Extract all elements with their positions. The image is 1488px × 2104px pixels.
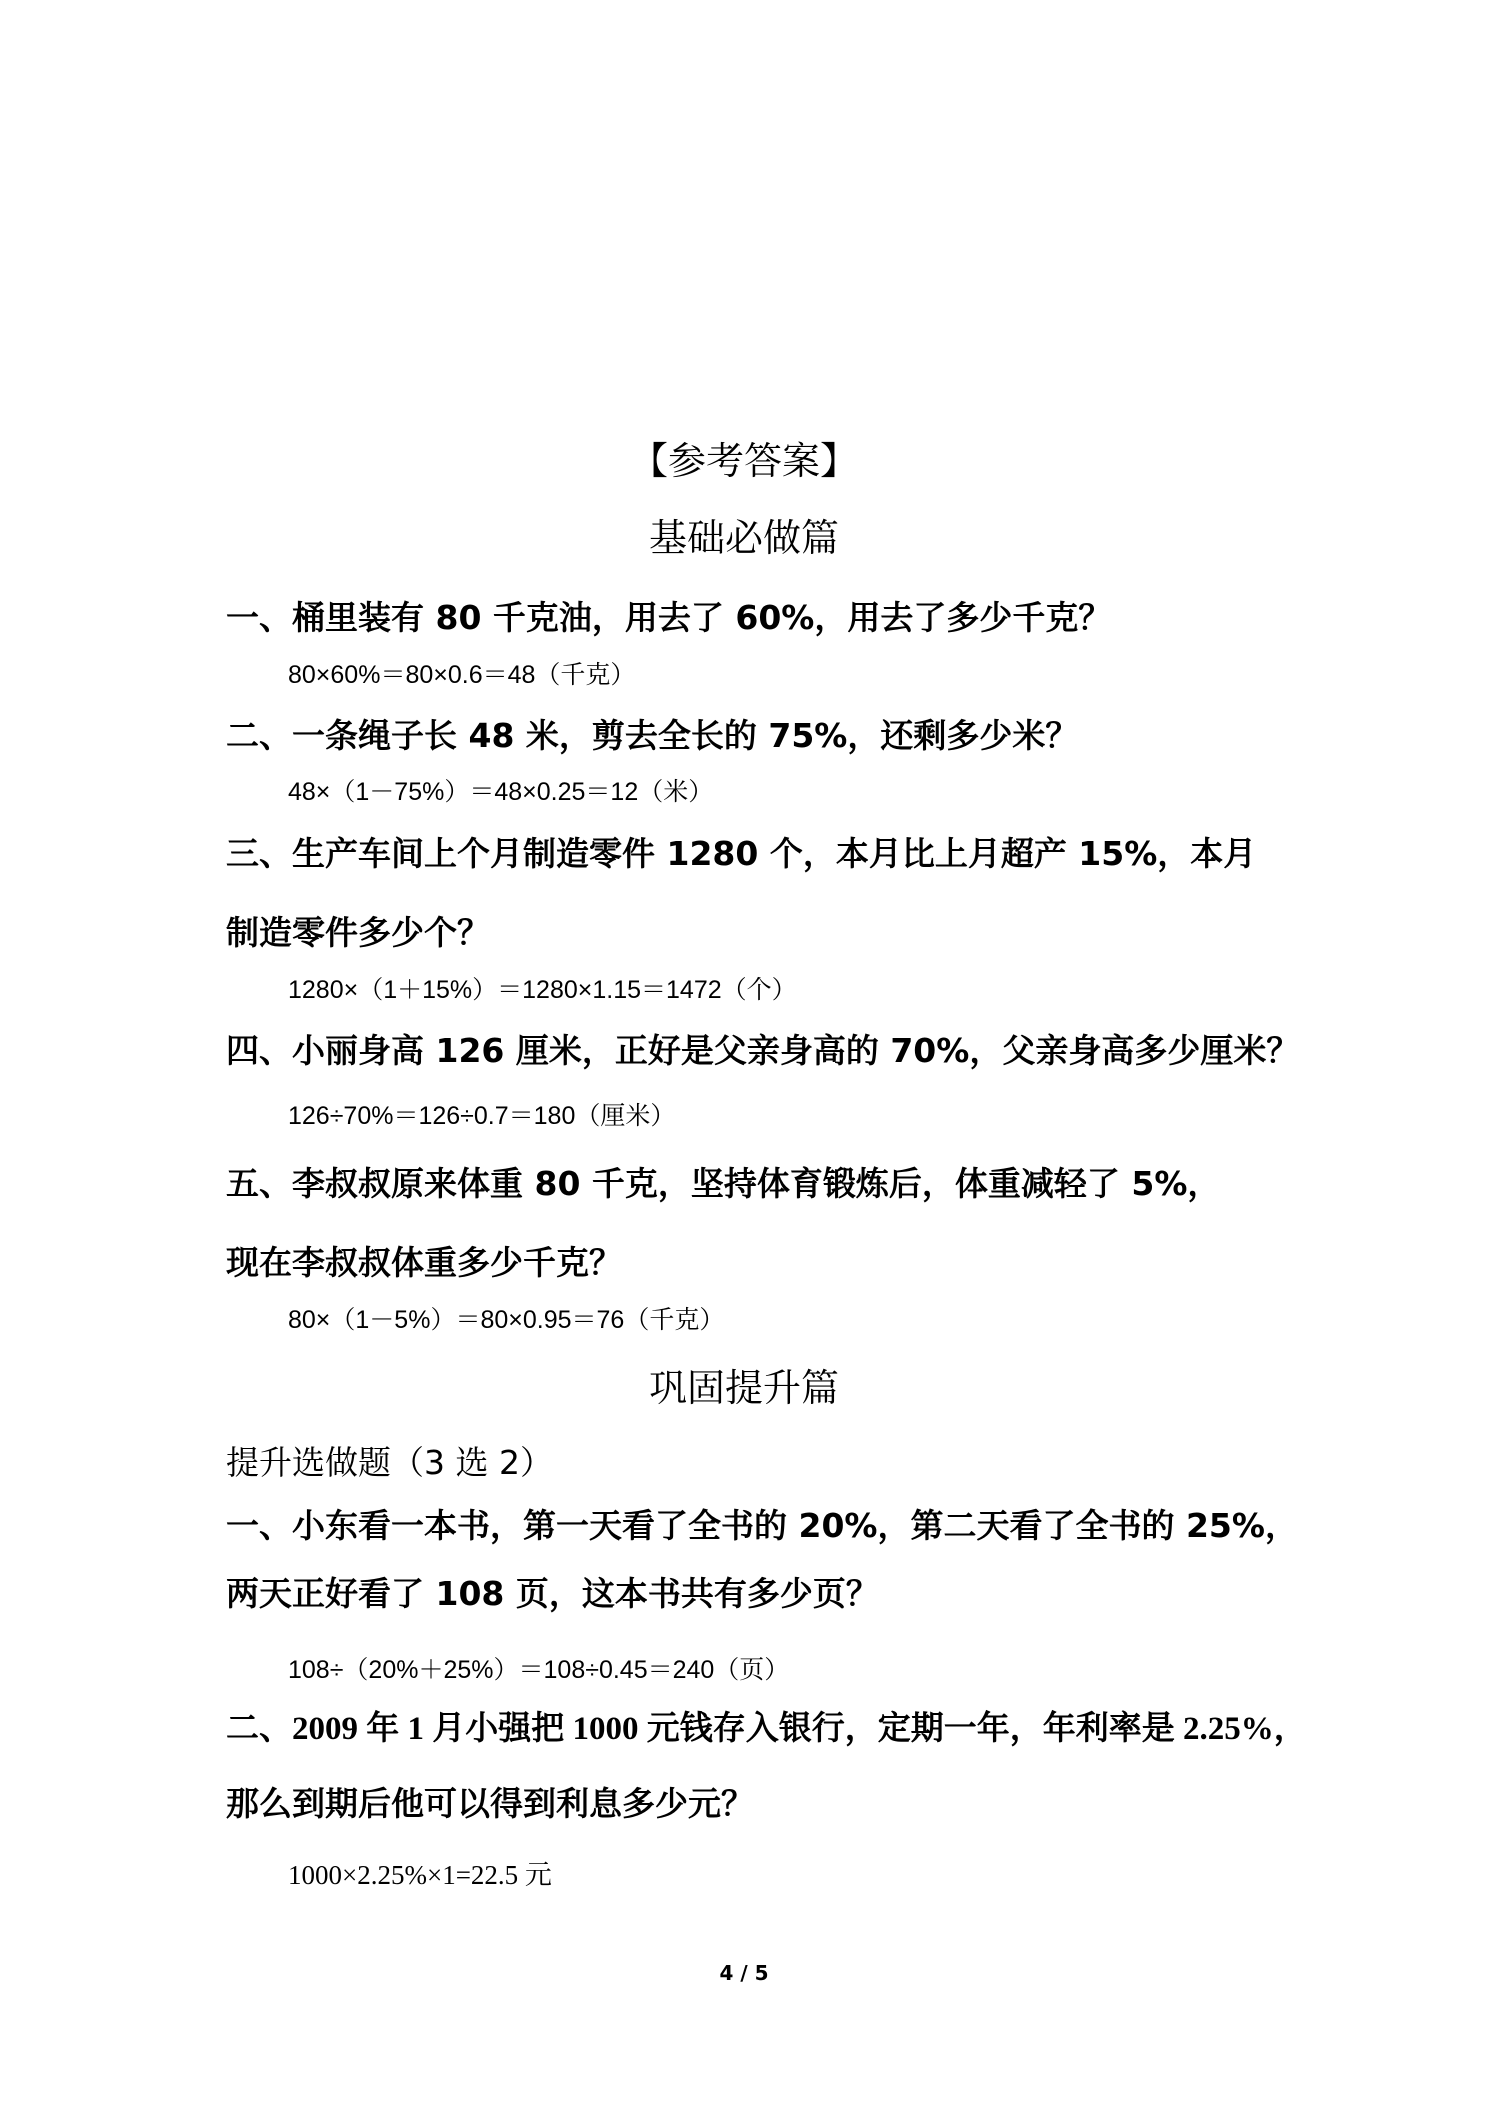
advanced-question-2-line1: 二、2009 年 1 月小强把 1000 元钱存入银行，定期一年，年利率是 2.25%， <box>226 1711 1307 1747</box>
answer-2: 48×（1－75%）＝48×0.25＝12（米） <box>288 778 714 806</box>
answer-4: 126÷70%＝126÷0.7＝180（厘米） <box>288 1102 676 1130</box>
advanced-question-1-line2: 两天正好看了 108 页，这本书共有多少页？ <box>226 1574 879 1613</box>
advanced-question-2-line2: 那么到期后他可以得到利息多少元？ <box>226 1784 754 1823</box>
page-number: 4 / 5 <box>719 1961 769 1985</box>
question-1: 一、桶里装有 80 千克油，用去了 60%，用去了多少千克？ <box>226 598 1112 637</box>
question-4: 四、小丽身高 126 厘米，正好是父亲身高的 70%，父亲身高多少厘米？ <box>226 1031 1300 1070</box>
question-2: 二、一条绳子长 48 米，剪去全长的 75%，还剩多少米？ <box>226 716 1079 755</box>
section-title-basic: 基础必做篇 <box>648 516 839 560</box>
advanced-answer-2: 1000×2.25%×1=22.5 元 <box>288 1860 552 1890</box>
advanced-question-1-line1: 一、小东看一本书，第一天看了全书的 20%，第二天看了全书的 25%， <box>226 1506 1298 1545</box>
question-3-line2: 制造零件多少个？ <box>226 913 490 952</box>
section-title-advanced: 巩固提升篇 <box>648 1366 839 1410</box>
question-5-line2: 现在李叔叔体重多少千克？ <box>226 1243 622 1282</box>
answer-3: 1280×（1＋15%）＝1280×1.15＝1472（个） <box>288 976 797 1004</box>
answer-1: 80×60%＝80×0.6＝48（千克） <box>288 661 636 689</box>
answer-5: 80×（1－5%）＝80×0.95＝76（千克） <box>288 1306 725 1334</box>
question-5-line1: 五、李叔叔原来体重 80 千克，坚持体育锻炼后，体重减轻了 5%， <box>226 1164 1221 1203</box>
question-3-line1: 三、生产车间上个月制造零件 1280 个，本月比上月超产 15%，本月 <box>226 834 1257 873</box>
advanced-answer-1: 108÷（20%＋25%）＝108÷0.45＝240（页） <box>288 1656 790 1684</box>
page-title: 【参考答案】 <box>629 439 858 483</box>
section-note: 提升选做题（3 选 2） <box>226 1443 553 1482</box>
